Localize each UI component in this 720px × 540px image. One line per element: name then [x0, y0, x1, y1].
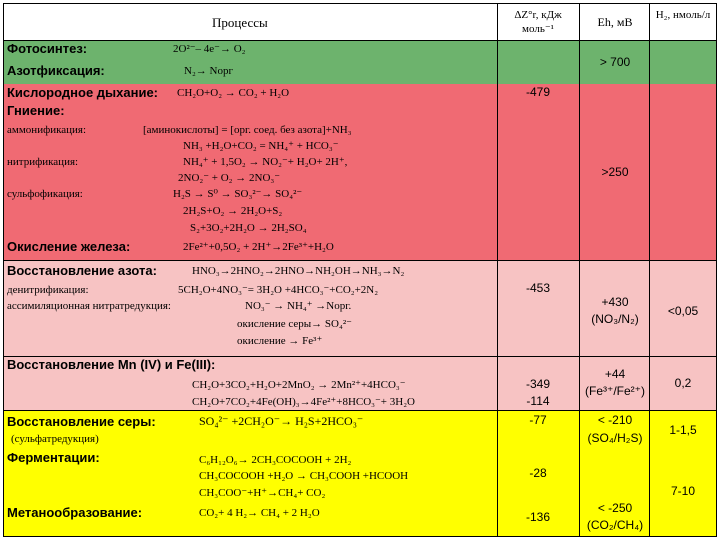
row-sulfur-reduction-name: Восстановление серы: — [7, 414, 156, 429]
value-h2-sulfur: 1-1,5 — [669, 423, 697, 437]
value-dz-methanogenesis: -136 — [525, 510, 551, 524]
row-mn-fe-name: Восстановление Mn (IV) и Fe(III): — [7, 357, 216, 372]
row-assimilatory-eq: NO₃⁻ → NH₄⁺ →Nорг. — [245, 300, 352, 312]
value-dz-sulfur: -77 — [529, 413, 547, 427]
header-dz: ΔZ°r, кДж моль⁻¹ — [514, 9, 562, 35]
row-ammonification-eq: [аминокислоты] = [орг. соед. без азота]+NH₃ — [143, 124, 352, 136]
row-mn-fe-eq1: CH₂O+3CO₂+H₂O+2MnO₂ → 2Mn²⁺+4HCO₃⁻ — [192, 379, 406, 391]
row-respiration-eq: CH₂O+O₂ → CO₂ + H₂O — [177, 87, 290, 99]
row-sulfofication-eq1: H₂S → S⁰ → SO₃²⁻→ SO₄²⁻ — [173, 188, 303, 200]
row-assimilatory-name: ассимиляционная нитратредукция: — [7, 300, 171, 312]
row-iron-oxidation-eq: 2Fe²⁺+0,5O₂ + 2H⁺→2Fe³⁺+H₂O — [183, 241, 334, 253]
value-eh-mn-fe-pair: (Fe³⁺/Fe²⁺) — [585, 384, 645, 398]
row-respiration-name: Кислородное дыхание: — [7, 85, 158, 100]
value-eh-denitrification: +430 — [601, 295, 629, 309]
value-h2-fermentation: 7-10 — [670, 484, 696, 498]
row-assimilatory-note1: окисление серы→ SO₄²⁻ — [237, 318, 352, 330]
value-dz-denitrification: -453 — [525, 281, 551, 295]
value-eh-methanogenesis: < -250 — [597, 501, 633, 515]
row-ammonification-name: аммонификация: — [7, 124, 87, 136]
row-photosynthesis-name: Фотосинтез: — [7, 41, 88, 56]
value-eh-mn-fe: +44 — [604, 367, 626, 381]
row-assimilatory-note2: окисление → Fe³⁺ — [237, 335, 323, 347]
row-nitrification-eq3: 2NO₂⁻ + O₂ → 2NO₃⁻ — [178, 172, 281, 184]
value-dz-respiration: -479 — [525, 85, 551, 99]
row-methanogenesis-eq: CO₂+ 4 H₂→ CH₄ + 2 H₂O — [199, 507, 320, 519]
row-fermentation-name: Ферментации: — [7, 450, 100, 465]
value-eh-nitrification: >250 — [601, 165, 629, 179]
row-photosynthesis-eq: 2O²⁻– 4e⁻→ O₂ — [173, 43, 246, 55]
row-nitrogen-reduction-name: Восстановление азота: — [7, 263, 157, 278]
value-dz-mn: -349 — [525, 377, 551, 391]
row-decay-name: Гниение: — [7, 103, 65, 118]
row-nitrification-name: нитрификация: — [7, 156, 79, 168]
value-h2-denitrification: <0,05 — [667, 304, 699, 318]
row-sulfofication-eq3: S₂+3O₂+2H₂O → 2H₂SO₄ — [190, 222, 307, 234]
value-eh-aerobic: > 700 — [599, 55, 631, 69]
value-dz-fermentation: -28 — [529, 466, 547, 480]
header-processes: Процессы — [212, 15, 268, 30]
value-eh-denitrification-pair: (NO₃/N₂) — [591, 312, 639, 326]
row-fermentation-eq2: CH₃COCOOH +H₂O → CH₃COOH +HCOOH — [199, 470, 409, 482]
row-sulfur-reduction-eq: SO₄²⁻ +2CH₂O⁻→ H₂S+2HCO₃⁻ — [199, 414, 364, 428]
row-sulfur-reduction-sub: (сульфатредукция) — [11, 433, 99, 445]
row-denitrification-eq: 5CH₂O+4NO₃⁻= 3H₂O +4HCO₃⁻+CO₂+2N₂ — [178, 284, 379, 296]
row-nitrogen-fixation-name: Азотфиксация: — [7, 63, 105, 78]
row-mn-fe-eq2: CH₂O+7CO₂+4Fe(OH)₃→4Fe²⁺+8HCO₃⁻+ 3H₂O — [192, 396, 415, 408]
row-methanogenesis-name: Метанообразование: — [7, 505, 143, 520]
row-fermentation-eq3: CH₃COO⁻+H⁺→CH₄+ CO₂ — [199, 487, 326, 499]
value-eh-sulfur-pair: (SO₄/H₂S) — [587, 431, 643, 445]
row-nitrogen-reduction-eq: HNO₃→2HNO₂→2HNO→NH₂OH→NH₃→N₂ — [192, 265, 405, 277]
row-nitrification-eq2: NH₄⁺ + 1,5O₂ → NO₂⁻+ H₂O+ 2H⁺, — [183, 156, 348, 168]
value-eh-methanogenesis-pair: (CO₂/CH₄) — [586, 518, 644, 532]
row-sulfofication-eq2: 2H₂S+O₂ → 2H₂O+S₂ — [183, 205, 283, 217]
value-dz-fe: -114 — [526, 394, 550, 408]
row-nitrification-eq1: NH₃ +H₂O+CO₂ = NH₄⁺ + HCO₃⁻ — [183, 140, 339, 152]
row-nitrogen-fixation-eq: N₂→ Nорг — [184, 65, 233, 77]
value-eh-sulfur: < -210 — [597, 413, 633, 427]
row-denitrification-name: денитрификация: — [7, 284, 89, 296]
row-fermentation-eq1: C₆H₁₂O₆→ 2CH₃COCOOH + 2H₂ — [199, 454, 352, 466]
row-iron-oxidation-name: Окисление железа: — [7, 239, 131, 254]
row-sulfofication-name: сульфофикация: — [7, 188, 83, 200]
header-eh: Eh, мВ — [597, 15, 633, 29]
header-h2: H₂, нмоль/л — [655, 9, 711, 21]
value-h2-mn-fe: 0,2 — [674, 376, 692, 390]
